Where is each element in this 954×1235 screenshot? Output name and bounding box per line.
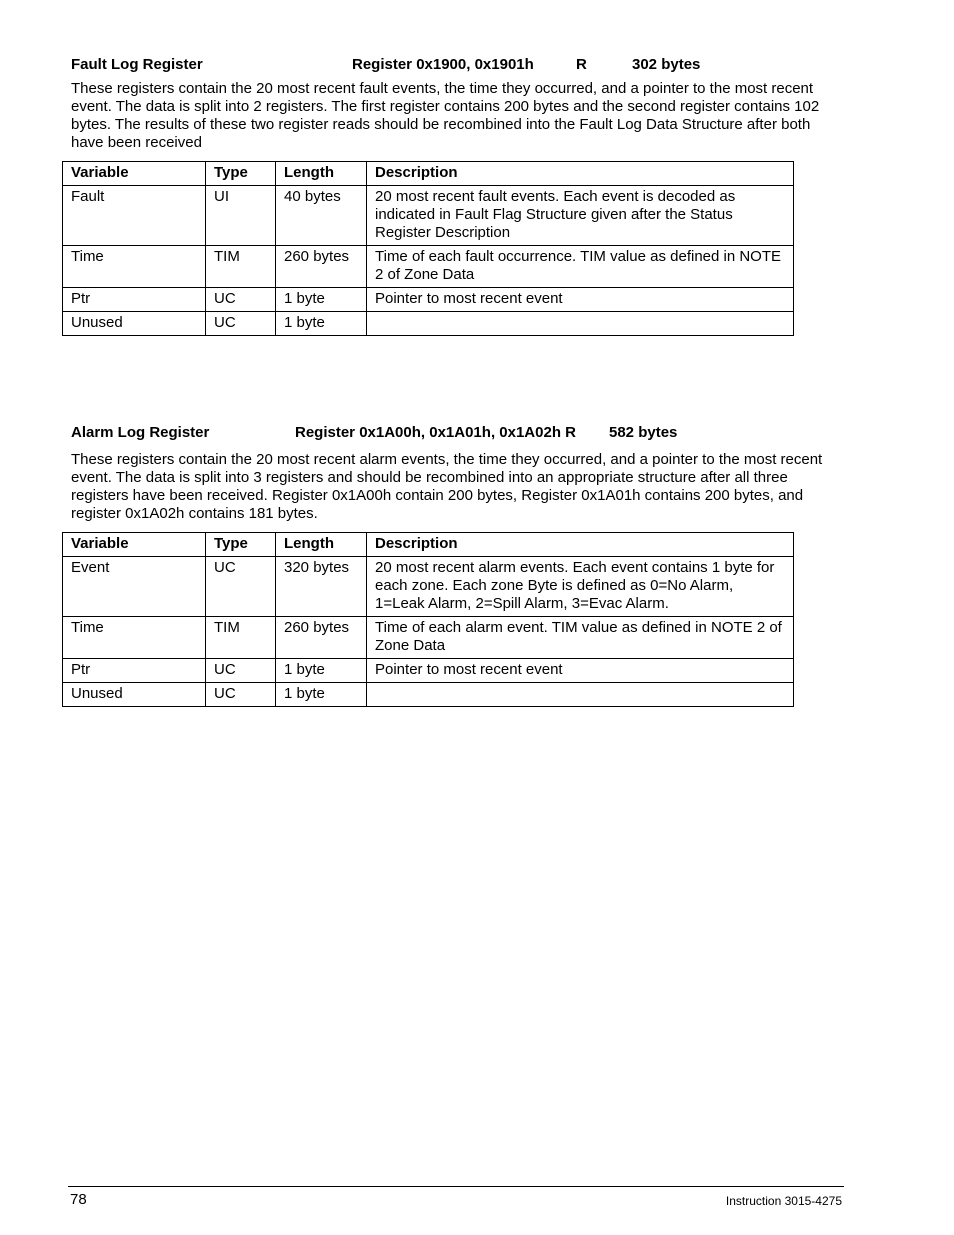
alarm-register-size: 582 bytes	[609, 424, 678, 441]
cell-description: Pointer to most recent event	[367, 659, 794, 683]
cell-description: 20 most recent fault events. Each event is decoded as indicated in Fault Flag Structure given after the Status Register Description	[367, 186, 794, 246]
fault-register-address: Register 0x1900, 0x1901h	[352, 56, 534, 73]
column-header-length: Length	[276, 162, 367, 186]
cell-length: 320 bytes	[276, 557, 367, 617]
cell-length: 40 bytes	[276, 186, 367, 246]
cell-description	[367, 683, 794, 707]
column-header-type: Type	[206, 162, 276, 186]
column-header-description: Description	[367, 162, 794, 186]
cell-length: 1 byte	[276, 659, 367, 683]
column-header-description: Description	[367, 533, 794, 557]
table-row	[63, 288, 794, 312]
cell-length: 260 bytes	[276, 617, 367, 659]
alarm-section-title: Alarm Log Register	[71, 424, 210, 441]
table-row	[63, 557, 794, 617]
column-header-type: Type	[206, 533, 276, 557]
cell-variable: Unused	[63, 683, 206, 707]
table-header-row	[63, 162, 794, 186]
table-row	[63, 246, 794, 288]
cell-length: 1 byte	[276, 288, 367, 312]
table-row	[63, 617, 794, 659]
page-number: 78	[70, 1191, 87, 1208]
cell-variable: Unused	[63, 312, 206, 336]
fault-register-size: 302 bytes	[632, 56, 701, 73]
column-header-length: Length	[276, 533, 367, 557]
cell-description: 20 most recent alarm events. Each event contains 1 byte for each zone. Each zone Byte is defined as 0=No Alarm, 1=Leak Alarm, 2=Spill Alarm, 3=Evac Alarm.	[367, 557, 794, 617]
cell-type: UI	[206, 186, 276, 246]
cell-type: UC	[206, 312, 276, 336]
cell-type: UC	[206, 683, 276, 707]
alarm-section-description: These registers contain the 20 most recent alarm events, the time they occurred, and a pointer to the most recent event. The data is split into 3 registers and should be recombined into an appropriate structure after all three registers have been received. Register 0x1A00h contain 200 bytes, Register 0x1A01h contains 200 bytes, and register 0x1A02h contains 181 bytes.	[71, 451, 823, 522]
cell-description: Time of each fault occurrence. TIM value as defined in NOTE 2 of Zone Data	[367, 246, 794, 288]
cell-variable: Time	[63, 246, 206, 288]
fault-log-table	[62, 161, 794, 336]
cell-variable: Time	[63, 617, 206, 659]
cell-type: TIM	[206, 617, 276, 659]
cell-variable: Event	[63, 557, 206, 617]
cell-description	[367, 312, 794, 336]
table-header-row	[63, 533, 794, 557]
table-row	[63, 683, 794, 707]
cell-length: 260 bytes	[276, 246, 367, 288]
cell-description: Pointer to most recent event	[367, 288, 794, 312]
table-row	[63, 659, 794, 683]
fault-access-mode: R	[576, 56, 587, 73]
fault-section-description: These registers contain the 20 most recent fault events, the time they occurred, and a pointer to the most recent event. The data is split into 2 registers. The first register contains 200 bytes and the second register contains 102 bytes. The results of these two register reads should be recombined into the Fault Log Data Structure after both have been received	[71, 80, 820, 151]
footer-divider	[68, 1186, 844, 1187]
cell-variable: Fault	[63, 186, 206, 246]
cell-length: 1 byte	[276, 683, 367, 707]
document-id: Instruction 3015-4275	[725, 1194, 842, 1208]
alarm-register-address: Register 0x1A00h, 0x1A01h, 0x1A02h R	[295, 424, 576, 441]
cell-description: Time of each alarm event. TIM value as defined in NOTE 2 of Zone Data	[367, 617, 794, 659]
table-row	[63, 312, 794, 336]
table-row	[63, 186, 794, 246]
cell-variable: Ptr	[63, 659, 206, 683]
fault-section-title: Fault Log Register	[71, 56, 203, 73]
cell-type: UC	[206, 557, 276, 617]
cell-type: UC	[206, 659, 276, 683]
cell-variable: Ptr	[63, 288, 206, 312]
alarm-log-table	[62, 532, 794, 707]
cell-length: 1 byte	[276, 312, 367, 336]
column-header-variable: Variable	[63, 533, 206, 557]
cell-type: UC	[206, 288, 276, 312]
cell-type: TIM	[206, 246, 276, 288]
column-header-variable: Variable	[63, 162, 206, 186]
